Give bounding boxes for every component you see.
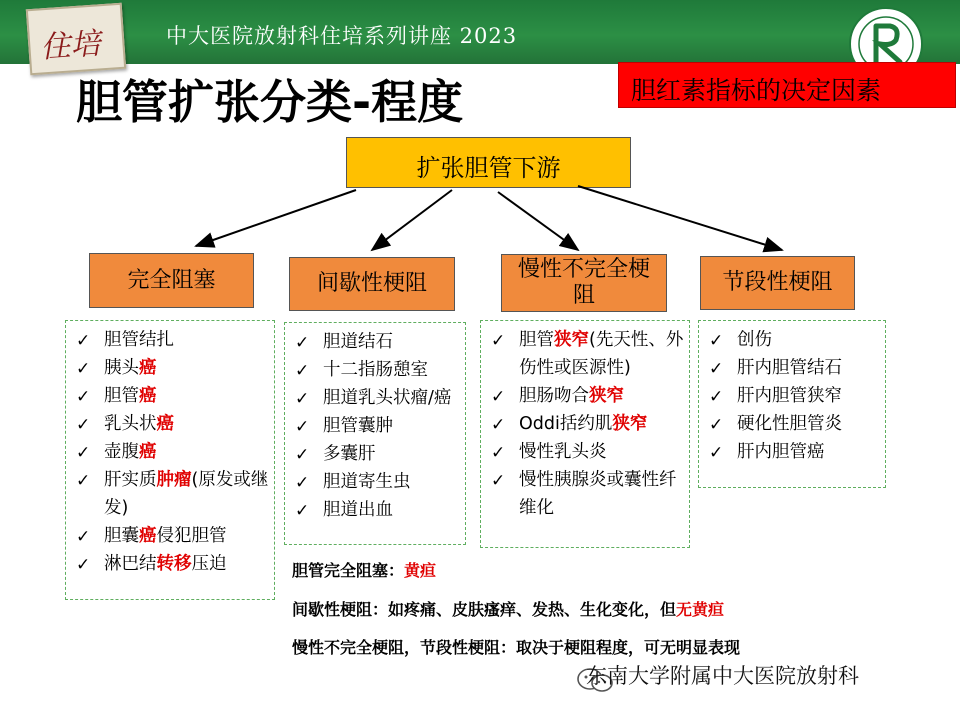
item-text: 胆管完全阻塞： — [292, 561, 405, 580]
list-item — [295, 440, 465, 468]
item-text: 肝实质 — [104, 470, 157, 490]
category-chronic-partial-obstruction — [501, 254, 667, 312]
list-item — [295, 328, 465, 356]
note-complete — [292, 558, 436, 581]
footer-source: 东南大学附属中大医院放射科 — [586, 664, 859, 688]
arrow-intermittent — [372, 190, 452, 250]
item-text: Oddi括约肌 — [519, 414, 613, 434]
item-text: 壶腹 — [104, 442, 139, 462]
badge-text: 住培 — [39, 26, 102, 66]
item-text: 创伤 — [737, 330, 772, 350]
highlight-text: 癌 — [139, 526, 157, 546]
list-item — [76, 466, 274, 522]
category-label: 慢性不完全梗阻 — [517, 257, 650, 308]
item-text: 硬化性胆管炎 — [737, 414, 842, 434]
item-text: 胆道出血 — [323, 500, 393, 520]
category-label: 间歇性梗阻 — [316, 271, 427, 296]
highlight-text: 肿瘤 — [156, 470, 192, 490]
arrow-complete — [196, 190, 356, 246]
item-text: 肝内胆管癌 — [737, 442, 825, 462]
item-text: 慢性乳头炎 — [519, 442, 607, 462]
arrow-segmental — [578, 186, 782, 250]
item-text: 淋巴结 — [104, 554, 157, 574]
item-text: 胆囊 — [104, 526, 139, 546]
item-text: 胆管囊肿 — [323, 416, 393, 436]
item-text: 侵犯胆管 — [156, 526, 227, 546]
list-item — [295, 496, 465, 524]
item-text: 乳头状 — [104, 414, 157, 434]
item-text: 十二指肠憩室 — [323, 360, 428, 380]
item-text: 胰头 — [104, 358, 139, 378]
list-item — [76, 326, 274, 354]
list-item — [76, 354, 274, 382]
category-intermittent-obstruction — [289, 257, 455, 311]
header-title: 中大医院放射科住培系列讲座 2023 — [166, 24, 518, 48]
list-item — [76, 550, 274, 578]
list-segmental-obstruction — [698, 320, 886, 488]
list-item — [295, 468, 465, 496]
highlight-text: 转移 — [156, 554, 192, 574]
list-item — [491, 466, 689, 522]
list-item — [709, 438, 885, 466]
list-item — [709, 410, 885, 438]
list-item — [709, 354, 885, 382]
item-text: 胆肠吻合 — [519, 386, 589, 406]
item-text: 慢性胰腺炎或囊性纤维化 — [519, 470, 677, 518]
factor-label: 胆红素指标的决定因素 — [631, 76, 882, 105]
highlight-text: 狭窄 — [554, 330, 589, 350]
category-segmental-obstruction — [700, 256, 855, 310]
highlight-text: 癌 — [139, 442, 157, 462]
highlight-text: 癌 — [139, 386, 157, 406]
item-text: (原发或继发) — [104, 470, 269, 518]
highlight-text: 狭窄 — [589, 386, 624, 406]
highlight-text: 狭窄 — [612, 414, 648, 434]
item-text: 胆道寄生虫 — [323, 472, 411, 492]
list-chronic-partial-obstruction — [480, 320, 690, 548]
item-text: 多囊肝 — [323, 444, 376, 464]
list-item — [295, 412, 465, 440]
category-label: 完全阻塞 — [127, 267, 216, 293]
list-item — [295, 356, 465, 384]
list-intermittent-obstruction — [284, 322, 466, 545]
list-item — [76, 522, 274, 550]
list-item — [491, 410, 689, 438]
highlight-text: 癌 — [139, 358, 157, 378]
category-label: 节段性梗阻 — [722, 270, 833, 295]
list-complete-obstruction — [65, 320, 275, 600]
list-item — [709, 326, 885, 354]
highlight-text: 黄疸 — [404, 561, 437, 580]
list-item — [76, 410, 274, 438]
item-text: 胆管 — [519, 330, 554, 350]
list-item — [295, 384, 465, 412]
item-text: (先天性、外伤性或医源性) — [519, 330, 684, 378]
item-text: 胆道结石 — [323, 332, 393, 352]
list-item — [76, 382, 274, 410]
item-text: 肝内胆管狭窄 — [737, 386, 842, 406]
item-text: 压迫 — [191, 554, 227, 574]
item-text: 肝内胆管结石 — [737, 358, 842, 378]
slide-title: 胆管扩张分类-程度 — [76, 75, 464, 129]
list-item — [709, 382, 885, 410]
item-text: 慢性不完全梗阻，节段性梗阻：取决于梗阻程度，可无明显表现 — [292, 638, 741, 657]
list-item — [491, 382, 689, 410]
item-text: 胆管 — [104, 386, 139, 406]
list-item — [76, 438, 274, 466]
downstream-label: 扩张胆管下游 — [416, 154, 561, 182]
note-chronic-segmental — [292, 635, 740, 658]
item-text: 间歇性梗阻：如疼痛、皮肤瘙痒、发热、生化变化，但 — [292, 600, 677, 619]
highlight-text: 无黄疸 — [676, 600, 725, 619]
note-intermittent — [292, 597, 724, 620]
list-item — [491, 438, 689, 466]
item-text: 胆管结扎 — [104, 330, 174, 350]
item-text: 胆道乳头状瘤/癌 — [323, 388, 452, 408]
arrow-chronic — [498, 192, 578, 250]
list-item — [491, 326, 689, 382]
category-complete-obstruction — [89, 253, 254, 308]
highlight-text: 癌 — [156, 414, 174, 434]
